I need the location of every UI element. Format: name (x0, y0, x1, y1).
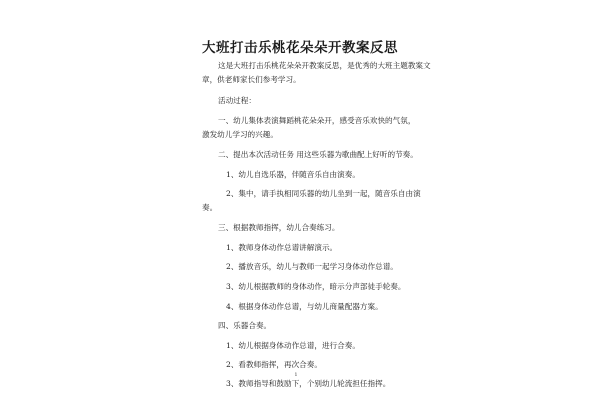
paragraph-line: 一、幼儿集体表演舞蹈桃花朵朵开，感受音乐欢快的气氛， (218, 116, 416, 125)
paragraph-line: 三、根据教师指挥，幼儿合奏练习。 (218, 223, 340, 232)
page-number: 1 (294, 372, 298, 378)
document-title: 大班打击乐桃花朵朵开教案反思 (202, 40, 398, 56)
paragraph-line: 1、幼儿自选乐器，伴随音乐自由演奏。 (226, 170, 360, 179)
paragraph-line: 3、幼儿根据教师的身体动作，暗示分声部徒手轮奏。 (226, 282, 406, 291)
paragraph-line: 1、幼儿根据身体动作总谱，进行合奏。 (226, 341, 360, 350)
paragraph-line: 激发幼儿学习的兴趣。 (202, 130, 278, 139)
paragraph-line: 这是大班打击乐桃花朵朵开教案反思，是优秀的大班主题教案文 (218, 61, 431, 70)
paragraph-line: 2、集中，请手执相同乐器的幼儿坐到一起，随音乐自由演 (226, 189, 421, 198)
paragraph-line: 四、乐器合奏。 (218, 321, 272, 330)
paragraph-line: 二、提出本次活动任务 用这些乐器为歌曲配上好听的节奏。 (218, 150, 418, 159)
paragraph-line: 章，供老师家长们参考学习。 (202, 75, 301, 84)
paragraph-line: 1、教师身体动作总谱讲解演示。 (226, 243, 338, 252)
paragraph-line: 奏。 (202, 203, 218, 212)
paragraph-line: 2、播放音乐，幼儿与教师一起学习身体动作总谱。 (226, 262, 398, 271)
paragraph-line: 活动过程： (218, 96, 256, 105)
paragraph-line: 4、根据身体动作总谱，与幼儿商量配器方案。 (226, 302, 383, 311)
paragraph-line: 3、教师指导和鼓励下，个别幼儿轮流担任指挥。 (226, 379, 391, 388)
paragraph-line: 2、看教师指挥，再次合奏。 (226, 360, 322, 369)
